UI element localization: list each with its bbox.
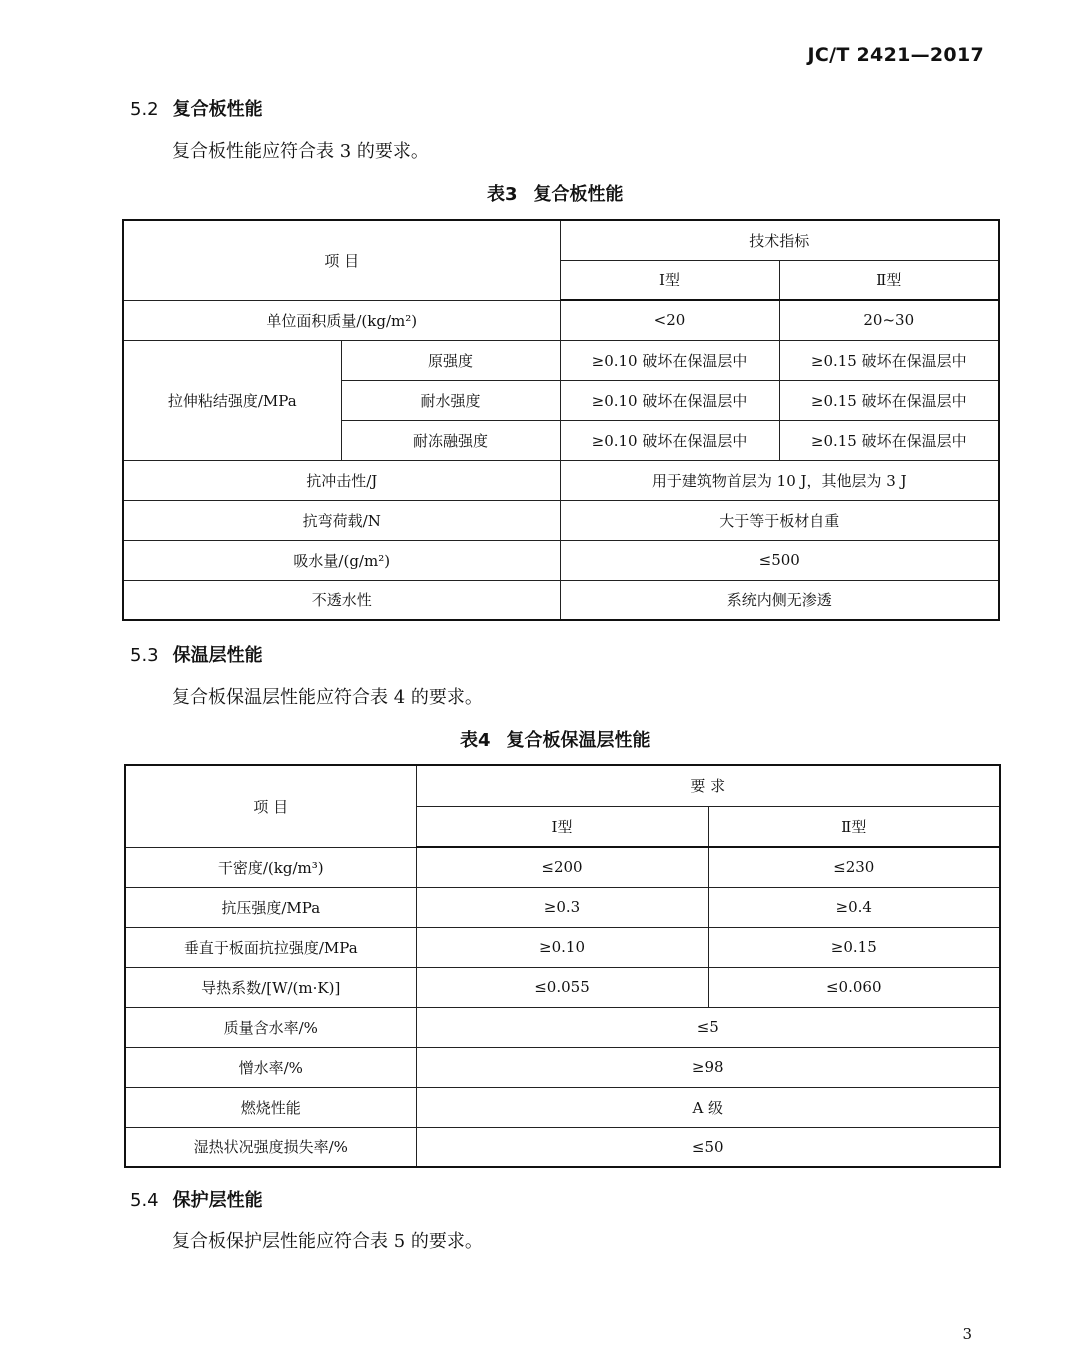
cell-merged: ≥98 xyxy=(416,1047,1000,1087)
row-label: 抗冲击性/J xyxy=(123,460,560,500)
table-row xyxy=(125,887,1000,927)
cell-type-2: ≤0.060 xyxy=(708,967,1000,1007)
cell-merged: 系统内侧无渗透 xyxy=(560,580,999,620)
row-label: 湿热状况强度损失率/% xyxy=(125,1127,416,1167)
cell-type-1: ≤200 xyxy=(416,847,708,887)
row-label: 垂直于板面抗拉强度/MPa xyxy=(125,927,416,967)
section-number: 5.4 xyxy=(130,1190,159,1211)
table-row xyxy=(125,967,1000,1007)
row-label: 抗弯荷载/N xyxy=(123,500,560,540)
page-number: 3 xyxy=(962,1325,972,1343)
table-row xyxy=(125,927,1000,967)
cell-type-1: ≤0.055 xyxy=(416,967,708,1007)
header-type-1: Ⅰ型 xyxy=(560,260,779,300)
cell-type-2: 20~30 xyxy=(779,300,999,340)
cell-type-1: ≥0.10 破坏在保温层中 xyxy=(560,380,779,420)
sub-label: 原强度 xyxy=(341,340,560,380)
sub-label: 耐冻融强度 xyxy=(341,420,560,460)
section-5-2-heading xyxy=(130,95,263,121)
sub-label: 耐水强度 xyxy=(341,380,560,420)
header-group: 技术指标 xyxy=(560,220,999,260)
cell-merged: ≤50 xyxy=(416,1127,1000,1167)
table-title: 复合板保温层性能 xyxy=(506,730,651,751)
table-row xyxy=(125,1047,1000,1087)
cell-merged: ≤5 xyxy=(416,1007,1000,1047)
table-row xyxy=(125,1007,1000,1047)
header-item: 项 目 xyxy=(125,765,416,847)
cell-type-2: ≥0.15 破坏在保温层中 xyxy=(779,340,999,380)
header-group: 要 求 xyxy=(416,765,1000,806)
table-row xyxy=(123,460,999,500)
header-item: 项 目 xyxy=(123,220,560,300)
cell-type-1: ≥0.10 破坏在保温层中 xyxy=(560,340,779,380)
table-row xyxy=(123,580,999,620)
table-title: 复合板性能 xyxy=(533,184,624,205)
table-row xyxy=(125,847,1000,887)
cell-merged: A 级 xyxy=(416,1087,1000,1127)
header-type-1: Ⅰ型 xyxy=(416,806,708,847)
cell-merged: 大于等于板材自重 xyxy=(560,500,999,540)
row-label: 憎水率/% xyxy=(125,1047,416,1087)
cell-type-2: ≥0.15 xyxy=(708,927,1000,967)
row-label: 吸水量/(g/m²) xyxy=(123,540,560,580)
cell-merged: 用于建筑物首层为 10 J，其他层为 3 J xyxy=(560,460,999,500)
row-label: 拉伸粘结强度/MPa xyxy=(123,340,341,460)
cell-type-2: ≥0.4 xyxy=(708,887,1000,927)
table-number: 表3 xyxy=(487,184,518,205)
section-number: 5.2 xyxy=(130,99,159,120)
table-3-caption xyxy=(487,180,624,206)
section-5-3-paragraph: 复合板保温层性能应符合表 4 的要求。 xyxy=(172,687,483,708)
header-type-2: Ⅱ型 xyxy=(779,260,999,300)
cell-merged: ≤500 xyxy=(560,540,999,580)
cell-type-1: ≥0.10 xyxy=(416,927,708,967)
cell-type-1: ≥0.3 xyxy=(416,887,708,927)
section-title: 复合板性能 xyxy=(172,99,263,120)
table-row xyxy=(125,1087,1000,1127)
section-5-2-paragraph: 复合板性能应符合表 3 的要求。 xyxy=(172,141,429,162)
section-number: 5.3 xyxy=(130,645,159,666)
cell-type-1: <20 xyxy=(560,300,779,340)
row-label: 质量含水率/% xyxy=(125,1007,416,1047)
table-row xyxy=(123,540,999,580)
cell-type-2: ≤230 xyxy=(708,847,1000,887)
cell-type-1: ≥0.10 破坏在保温层中 xyxy=(560,420,779,460)
table-4-caption xyxy=(460,726,651,752)
section-5-4-paragraph: 复合板保护层性能应符合表 5 的要求。 xyxy=(172,1231,483,1252)
table-3 xyxy=(122,219,1000,621)
table-number: 表4 xyxy=(460,730,491,751)
table-row xyxy=(123,340,999,380)
standard-code: JC/T 2421—2017 xyxy=(807,44,984,66)
row-label: 不透水性 xyxy=(123,580,560,620)
section-5-4-heading xyxy=(130,1186,263,1212)
section-title: 保温层性能 xyxy=(172,645,263,666)
header-type-2: Ⅱ型 xyxy=(708,806,1000,847)
cell-type-2: ≥0.15 破坏在保温层中 xyxy=(779,420,999,460)
section-title: 保护层性能 xyxy=(172,1190,263,1211)
cell-type-2: ≥0.15 破坏在保温层中 xyxy=(779,380,999,420)
row-label: 燃烧性能 xyxy=(125,1087,416,1127)
table-row xyxy=(123,300,999,340)
row-label: 单位面积质量/(kg/m²) xyxy=(123,300,560,340)
row-label: 干密度/(kg/m³) xyxy=(125,847,416,887)
table-row xyxy=(125,1127,1000,1167)
table-row xyxy=(123,500,999,540)
section-5-3-heading xyxy=(130,641,263,667)
row-label: 导热系数/[W/(m·K)] xyxy=(125,967,416,1007)
table-4 xyxy=(124,764,1001,1168)
row-label: 抗压强度/MPa xyxy=(125,887,416,927)
